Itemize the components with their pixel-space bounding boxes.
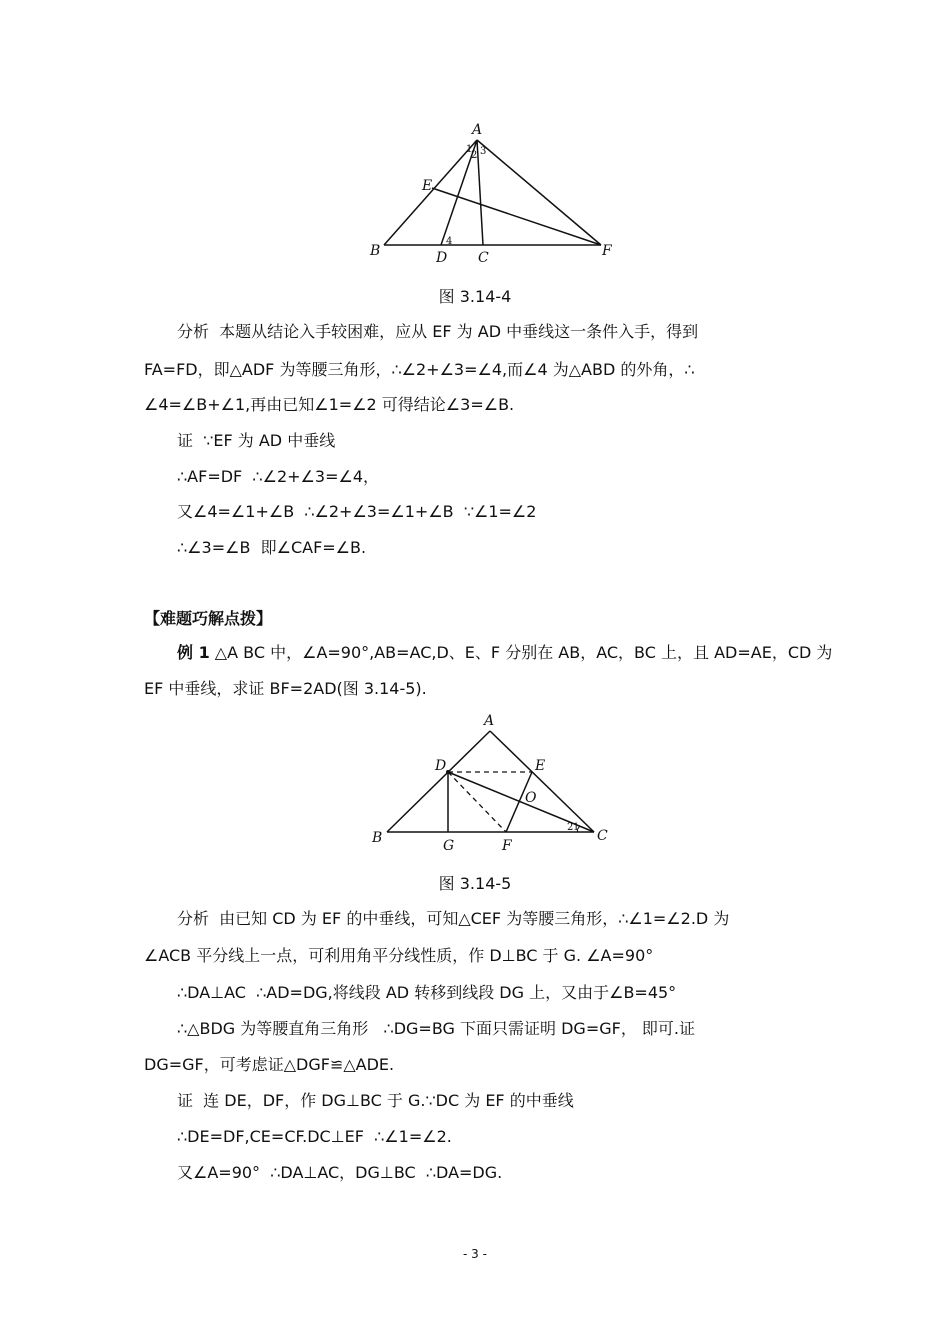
figure-3-14-4-drawing <box>360 118 620 268</box>
segment-af <box>477 140 601 245</box>
figure-3-14-5-drawing <box>360 708 620 858</box>
figure-3-14-5-caption: 图 3.14-5 <box>438 874 512 893</box>
segment-ac <box>490 731 594 832</box>
point-d-dot <box>446 770 450 774</box>
angle-2-label: 2 <box>471 150 478 161</box>
analysis2-line-3: ∴DA⊥AC ∴AD=DG,将线段 AD 转移到线段 DG 上，又由于∠B=45° <box>177 983 677 1002</box>
angle-1-label: 1 <box>466 144 473 155</box>
page-number: - 3 - <box>463 1247 487 1261</box>
proof1-line-4: ∴∠3=∠B 即∠CAF=∠B. <box>177 538 367 557</box>
point-a-label: A <box>472 122 483 138</box>
figure-3-14-4-caption: 图 3.14-4 <box>438 287 512 306</box>
segment-df <box>448 772 506 832</box>
angle-4-label: 4 <box>446 236 453 247</box>
proof1-line-3: 又∠4=∠1+∠B ∴∠2+∠3=∠1+∠B ∵∠1=∠2 <box>177 502 537 521</box>
angle-3-label: 3 <box>480 146 487 157</box>
angle-2-label: 2 <box>567 822 574 833</box>
figure-3-14-4 <box>360 118 620 268</box>
section-heading: 【难题巧解点拨】 <box>144 609 273 628</box>
figure-3-14-5 <box>360 708 620 858</box>
proof1-line-2: ∴AF=DF ∴∠2+∠3=∠4， <box>177 467 379 486</box>
point-o-label: O <box>525 790 537 806</box>
point-d-label: D <box>436 250 448 266</box>
angle-1-label: 1 <box>573 822 580 833</box>
proof2-line-3: 又∠A=90° ∴DA⊥AC，DG⊥BC ∴DA=DG. <box>177 1163 503 1182</box>
proof2-line-1: 证 连 DE，DF，作 DG⊥BC 于 G.∵DC 为 EF 的中垂线 <box>177 1091 574 1110</box>
point-f-label: F <box>502 838 512 854</box>
analysis1-line-1: 分析 本题从结论入手较困难，应从 EF 为 AD 中垂线这一条件入手，得到 <box>177 322 699 341</box>
analysis1-line-3: ∠4=∠B+∠1,再由已知∠1=∠2 可得结论∠3=∠B. <box>144 395 515 414</box>
analysis1-line-2: FA=FD，即△ADF 为等腰三角形，∴∠2+∠3=∠4,而∠4 为△ABD 的外角，∴ <box>144 360 695 379</box>
proof2-line-2: ∴DE=DF,CE=CF.DC⊥EF ∴∠1=∠2. <box>177 1127 452 1146</box>
point-c-label: C <box>597 828 608 844</box>
point-a-label: A <box>484 713 495 729</box>
example1-line-1 <box>177 643 832 663</box>
point-e-label: E <box>535 758 546 774</box>
point-d-label: D <box>435 758 447 774</box>
segment-ab <box>387 731 490 832</box>
analysis2-line-4: ∴△BDG 为等腰直角三角形 ∴DG=BG 下面只需证明 DG=GF， 即可.证 <box>177 1019 695 1038</box>
point-b-label: B <box>370 243 381 259</box>
point-e-label: E <box>422 178 433 194</box>
analysis2-line-5: DG=GF，可考虑证△DGF≌△ADE. <box>144 1055 395 1074</box>
example1-line-1-text: △A BC 中，∠A=90°,AB=AC,D、E、F 分别在 AB，AC，BC 上，且 AD=AE，CD 为 <box>209 643 833 662</box>
analysis2-line-2: ∠ACB 平分线上一点，可利用角平分线性质，作 D⊥BC 于 G. ∠A=90° <box>144 946 654 965</box>
example1-label: 例 1 <box>177 643 210 662</box>
point-b-label: B <box>372 830 383 846</box>
point-f-label: F <box>602 243 612 259</box>
segment-ef <box>432 188 601 245</box>
proof1-line-1: 证 ∵EF 为 AD 中垂线 <box>177 431 336 450</box>
point-g-label: G <box>443 838 455 854</box>
analysis2-line-1: 分析 由已知 CD 为 EF 的中垂线，可知△CEF 为等腰三角形，∴∠1=∠2.D 为 <box>177 909 730 928</box>
example1-line-2: EF 中垂线，求证 BF=2AD(图 3.14-5). <box>144 679 427 698</box>
point-c-label: C <box>478 250 489 266</box>
